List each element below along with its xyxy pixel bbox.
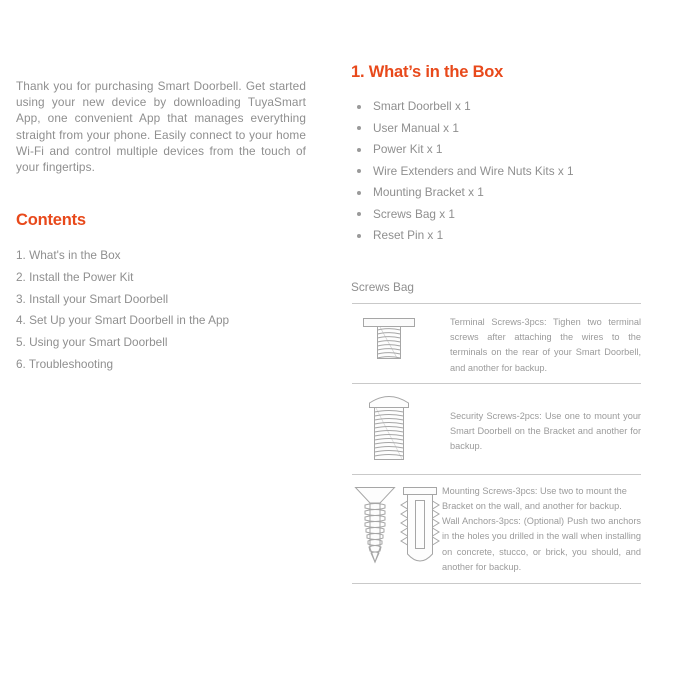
contents-item-6[interactable]: 6. Troubleshooting <box>16 356 114 371</box>
wall-anchor-icon <box>398 482 442 574</box>
box-item-wire-extenders <box>355 161 675 183</box>
box-item-label: Power Kit x 1 <box>373 142 443 156</box>
box-contents-list <box>355 96 675 247</box>
whats-in-the-box-heading: 1. What’s in the Box <box>351 63 504 81</box>
screws-bag-label: Screws Bag <box>351 280 414 294</box>
bullet-icon <box>357 169 361 173</box>
box-item-screws-bag <box>355 204 675 226</box>
table-divider-bottom <box>352 583 641 584</box>
bullet-icon <box>357 234 361 238</box>
box-item-label: Screws Bag x 1 <box>373 206 455 221</box>
table-row <box>352 304 641 383</box>
bullet-icon <box>357 191 361 195</box>
box-item-reset-pin <box>355 225 675 247</box>
box-item-user-manual <box>355 118 675 140</box>
contents-item-5[interactable]: 5. Using your Smart Doorbell <box>16 335 168 350</box>
bullet-icon <box>357 212 361 216</box>
box-item-label: User Manual x 1 <box>373 120 459 135</box>
intro-paragraph: Thank you for purchasing Smart Doorbell. Get started using your new device by downloading TuyaSmart App, one convenient App that manages everything straight from your phone. Easily connect to your home Wi-Fi and control multiple devices from the touch of your fingertips. <box>16 79 306 175</box>
mounting-screw-description: Mounting Screws-3pcs: Use two to mount the Bracket on the wall, and another for backup. <box>442 485 627 512</box>
box-item-label: Reset Pin x 1 <box>373 228 444 242</box>
contents-item-4[interactable]: 4. Set Up your Smart Doorbell in the App <box>16 313 230 328</box>
contents-heading: Contents <box>16 211 86 229</box>
mounting-hardware-figures <box>352 482 442 574</box>
table-row <box>352 384 641 474</box>
contents-item-2[interactable]: 2. Install the Power Kit <box>16 269 134 284</box>
terminal-screw-icon <box>360 312 418 368</box>
security-screw-icon <box>360 391 418 467</box>
mounting-hardware-description <box>442 482 641 575</box>
terminal-screw-description: Terminal Screws-3pcs: Tighen two terminal screws after attaching the wires to the terminals on the rear of your Smart Doorbell, and another for backup. <box>450 317 641 373</box>
box-item-label: Smart Doorbell x 1 <box>373 99 471 113</box>
contents-list <box>16 245 316 376</box>
box-item-label: Mounting Bracket x 1 <box>373 185 484 199</box>
security-screw-description: Security Screws-2pcs: Use one to mount your Smart Doorbell on the Bracket and another for backup. <box>450 410 641 452</box>
security-screw-figure <box>352 391 450 467</box>
screws-bag-table <box>352 303 641 584</box>
contents-item-1[interactable]: 1. What's in the Box <box>16 248 121 262</box>
box-item-mounting-bracket <box>355 182 675 204</box>
box-item-power-kit <box>355 139 675 161</box>
wall-anchor-description: Wall Anchors-3pcs: (Optional) Push two anchors in the holes you drilled in the wall when installing on concrete, stucco, or brick, you should, and another for backup. <box>442 516 641 572</box>
box-item-smart-doorbell <box>355 96 675 118</box>
bullet-icon <box>357 148 361 152</box>
bullet-icon <box>357 105 361 109</box>
bullet-icon <box>357 126 361 130</box>
terminal-screw-figure <box>352 312 450 368</box>
intro-section <box>16 78 306 175</box>
mounting-screw-icon <box>352 482 398 574</box>
table-row <box>352 475 641 583</box>
box-item-label: Wire Extenders and Wire Nuts Kits x 1 <box>373 163 574 178</box>
contents-item-3[interactable]: 3. Install your Smart Doorbell <box>16 291 169 306</box>
